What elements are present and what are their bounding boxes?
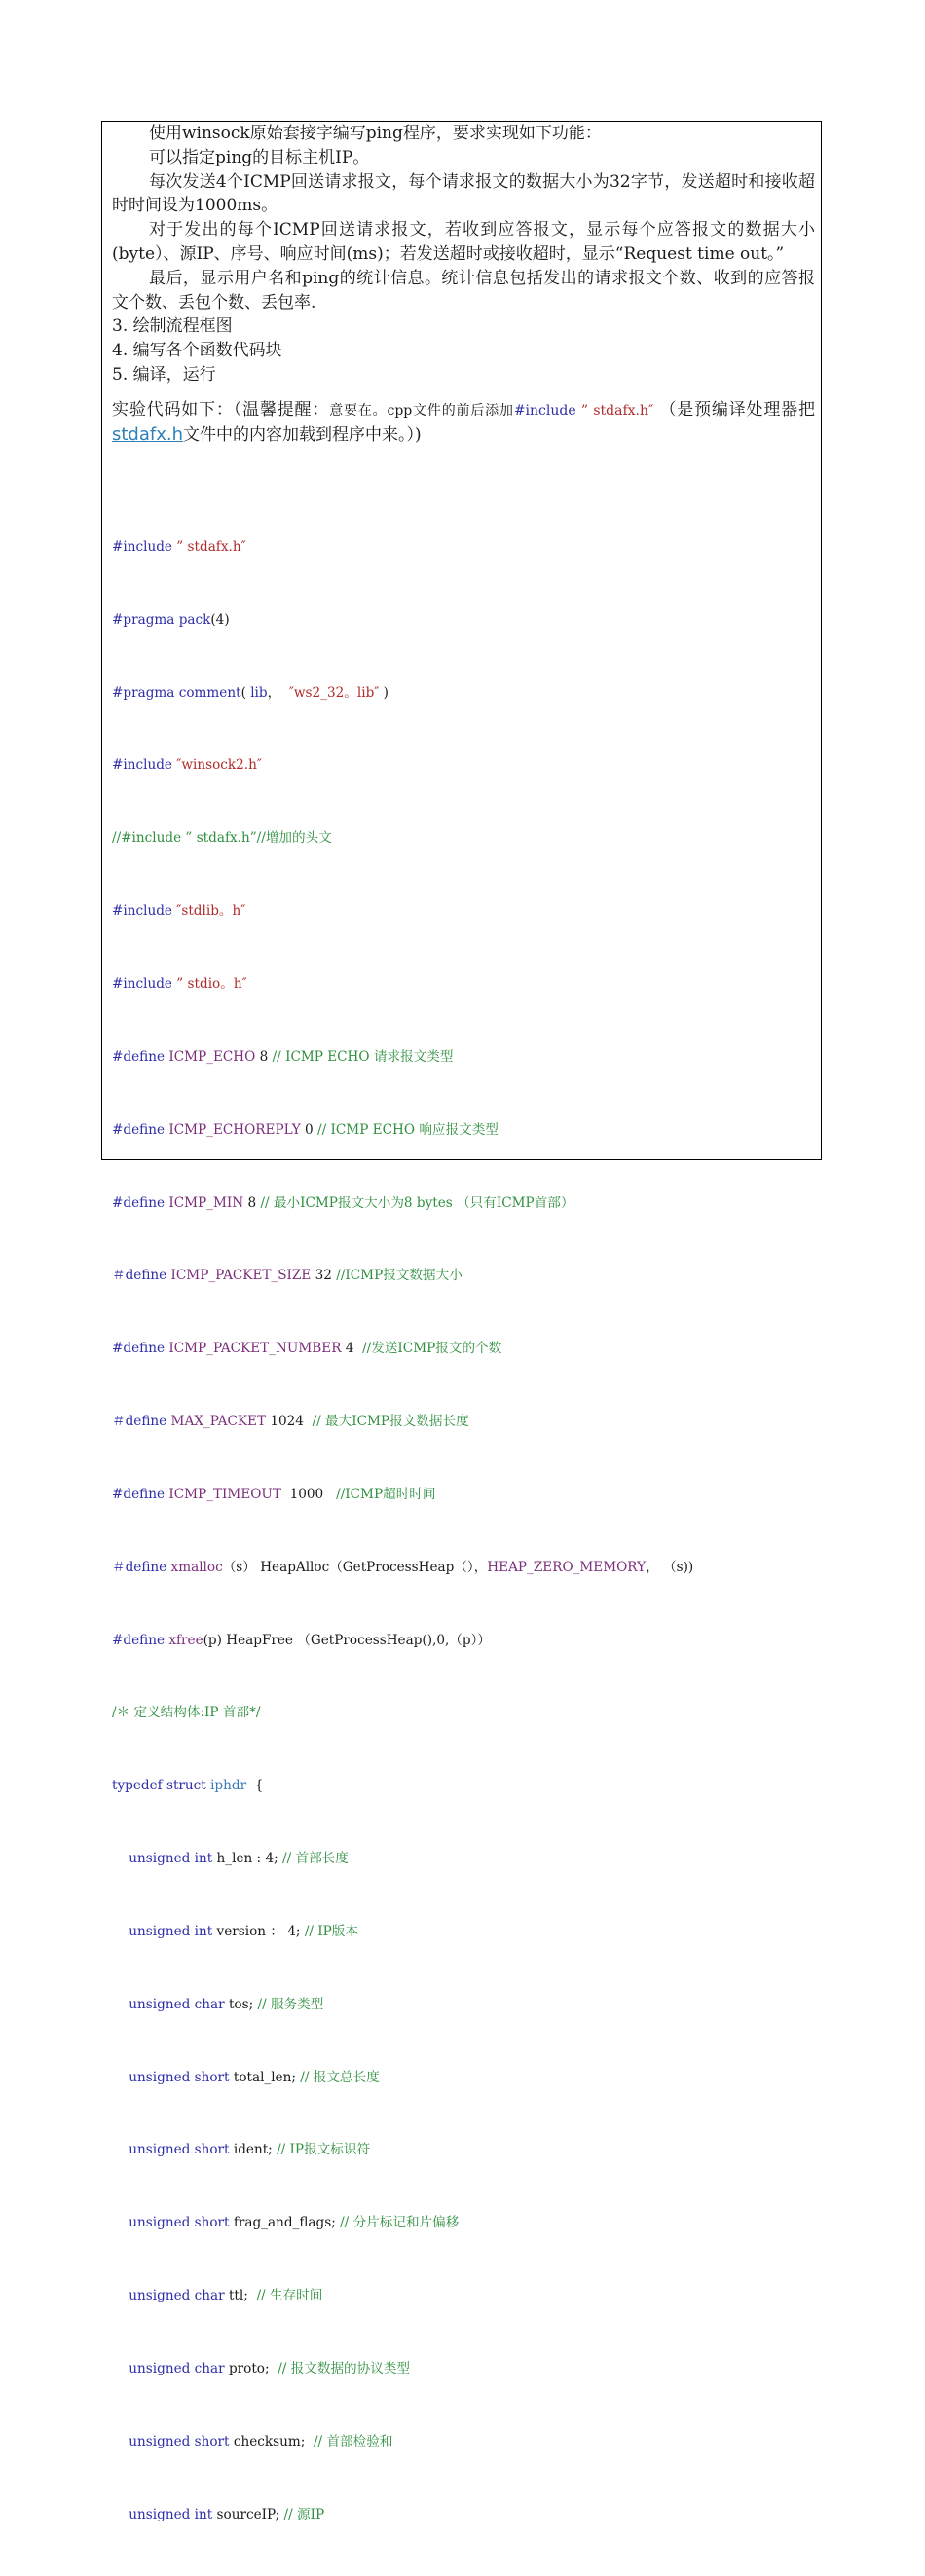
code-listing bbox=[112, 487, 815, 2576]
code-line: typedef struct iphdr { bbox=[112, 1778, 264, 1794]
code-intro-note: 实验代码如下：（温馨提醒：意要在。cpp文件的前后添加#include ” stdafx.h″ （是预编译处理器把stdafx.h文件中的内容加载到程序中来。）) bbox=[112, 399, 816, 445]
code-line: #define ICMP_MIN 8 // 最小ICMP报文大小为8 bytes （只有ICMP首部） bbox=[112, 1195, 574, 1211]
step-item: 5. 编译，运行 bbox=[112, 364, 216, 385]
code-line: unsigned int h_len : 4; // 首部长度 bbox=[112, 1851, 349, 1867]
code-line: unsigned short frag_and_flags; // 分片标记和片偏移 bbox=[112, 2215, 460, 2231]
step-item: 3. 绘制流程框图 bbox=[112, 316, 233, 337]
code-line: #define ICMP_TIMEOUT 1000 //ICMP超时时间 bbox=[112, 1486, 436, 1502]
requirement-paragraph: 最后，显示用户名和ping的统计信息。统计信息包括发出的请求报文个数、收到的应答报文个数、丢包个数、丢包率. bbox=[112, 268, 815, 313]
code-line: unsigned int version ： 4; // IP版本 bbox=[112, 1923, 358, 1939]
code-line: #include ″stdlib。h″ bbox=[112, 903, 246, 920]
code-line: #pragma comment( lib， ″ws2_32。lib″ ) bbox=[112, 684, 388, 701]
code-line: unsigned char tos; // 服务类型 bbox=[112, 1996, 324, 2012]
code-line: #define ICMP_PACKET_NUMBER 4 //发送ICMP报文的个数 bbox=[112, 1341, 502, 1357]
code-line: unsigned int sourceIP; // 源IP bbox=[112, 2506, 325, 2522]
stdafx-link[interactable]: stdafx.h bbox=[112, 423, 184, 445]
code-line: //#include ” stdafx.h”//增加的头文 bbox=[112, 830, 332, 847]
code-line: #include ” stdafx.h″ bbox=[112, 538, 246, 555]
code-line: #define xfree(p) HeapFree （GetProcessHeap(),0,（p）） bbox=[112, 1632, 491, 1648]
requirement-paragraph: 可以指定ping的目标主机IP。 bbox=[149, 147, 370, 167]
code-line: #include ″winsock2.h″ bbox=[112, 757, 262, 774]
document-frame bbox=[101, 121, 822, 2522]
step-item: 4. 编写各个函数代码块 bbox=[112, 341, 282, 361]
intro-text bbox=[112, 122, 815, 447]
code-line: unsigned short ident; // IP报文标识符 bbox=[112, 2142, 371, 2158]
code-line: ＃define MAX_PACKET 1024 // 最大ICMP报文数据长度 bbox=[112, 1414, 469, 1430]
code-line: unsigned short total_len; // 报文总长度 bbox=[112, 2069, 380, 2085]
code-line: /＊ 定义结构体:IP 首部*/ bbox=[112, 1705, 261, 1721]
code-line: #define ICMP_ECHOREPLY 0 // ICMP ECHO 响应报文类型 bbox=[112, 1122, 499, 1138]
requirement-paragraph: 对于发出的每个ICMP回送请求报文，若收到应答报文，显示每个应答报文的数据大小(byte）、源IP、序号、响应时间(ms)；若发送超时或接收超时，显示“Request time out。” bbox=[112, 220, 815, 264]
code-line: #include ” stdio。h″ bbox=[112, 975, 247, 992]
code-line: ＃define xmalloc（s） HeapAlloc（GetProcessHeap（），HEAP_ZERO_MEMORY， （s)) bbox=[112, 1559, 694, 1575]
requirement-paragraph: 每次发送4个ICMP回送请求报文，每个请求报文的数据大小为32字节，发送超时和接收超时时间设为1000ms。 bbox=[112, 171, 815, 216]
code-line: #pragma pack(4) bbox=[112, 611, 230, 628]
code-line: ＃define ICMP_PACKET_SIZE 32 //ICMP报文数据大小 bbox=[112, 1268, 462, 1284]
code-line: unsigned char proto; // 报文数据的协议类型 bbox=[112, 2361, 411, 2376]
code-line: unsigned char ttl; // 生存时间 bbox=[112, 2288, 323, 2304]
code-line: #define ICMP_ECHO 8 // ICMP ECHO 请求报文类型 bbox=[112, 1049, 454, 1065]
code-line: unsigned short checksum; // 首部检验和 bbox=[112, 2433, 393, 2449]
requirement-paragraph: 使用winsock原始套接字编写ping程序，要求实现如下功能： bbox=[149, 124, 602, 143]
